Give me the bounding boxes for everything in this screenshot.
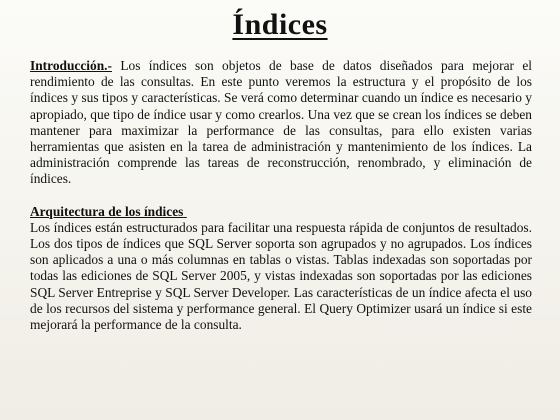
- paragraph-spacer: [30, 188, 532, 204]
- architecture-heading: [30, 204, 532, 220]
- architecture-heading-text: Arquitectura de los índices: [30, 203, 184, 219]
- slide-title: Índices: [232, 8, 328, 41]
- intro-heading: Introducción.-: [30, 58, 112, 73]
- slide-content: [30, 58, 532, 333]
- intro-text: Los índices son objetos de base de datos diseñados para mejorar el rendimiento de las consultas. En este punto veremos la estructura y el propósito de los índices y sus tipos y características. Se verá como determinar cuando un índice es necesario y apropiado, que tipo de índice usar y como crearlos. Una vez que se crean los índices se deben mantener para maximizar la performance de las consultas, para ello existen varias herramientas que asisten en la tarea de administración y mantenimiento de los índices. La administración comprende las tareas de reconstrucción, renombrado, y eliminación de índices.: [30, 58, 532, 187]
- architecture-text: Los índices están estructurados para facilitar una respuesta rápida de conjuntos de resultados. Los dos tipos de índices que SQL Server soporta son agrupados y no agrupados. Los índices son aplicados a una o más columnas en tablas o vistas. Tablas indexadas son soportadas por todas las ediciones de SQL Server 2005, y vistas indexadas son soportadas por las ediciones SQL Server Entreprise y SQL Server Developer. Las características de un índice afecta el uso de los recursos del sistema y performance general. El Query Optimizer usará un índice si este mejorará la performance de la consulta.: [30, 219, 532, 333]
- intro-paragraph: [30, 58, 532, 188]
